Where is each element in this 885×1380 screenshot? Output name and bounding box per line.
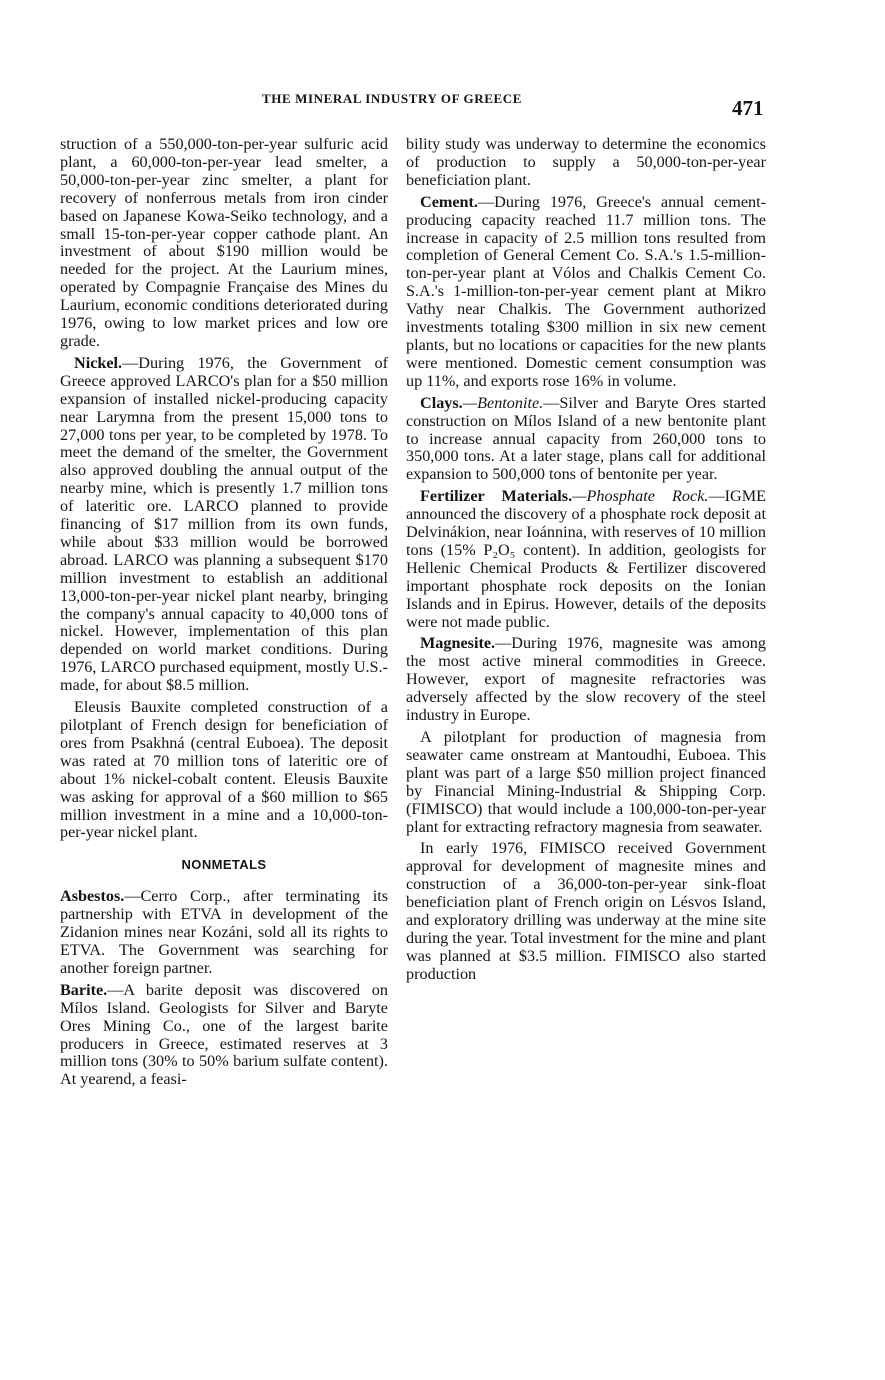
run-in-heading-clays: Clays. — [420, 393, 463, 412]
left-column — [60, 136, 388, 1093]
paragraph-cement — [406, 194, 766, 391]
paragraph-pilotplant — [406, 729, 766, 836]
paragraph-text: In early 1976, FIMISCO received Government approval for development of magnesite mines and construction of a 36,000-ton-per-year sink-float beneficiation plant of French origin on Lésvos Island, and exploratory drilling was underway at the mine site during the year. Total investment for the mine and plant was planned at $3.5 million. FIMISCO also started production — [406, 839, 766, 983]
run-in-heading-cement: Cement. — [420, 192, 478, 211]
right-column — [406, 136, 766, 988]
paragraph-magnesite — [406, 635, 766, 725]
paragraph-asbestos — [60, 888, 388, 978]
paragraph-barite — [60, 982, 388, 1089]
paragraph-text: —A barite deposit was discovered on Mílos Island. Geologists for Silver and Baryte Ores Mining Co., one of the largest barite producers in Greece, estimated reserves at 3 million tons (30% to 50% barium sulfate content). At yearend, a feasi- — [60, 980, 388, 1089]
paragraph-text: —During 1976, Greece's annual cement-producing capacity reached 11.7 million tons. The increase in capacity of 2.5 million tons resulted from completion of General Cement Co. S.A.'s 1.5-million-ton-per-year plant at Vólos and Chalkis Cement Co. S.A.'s 1-million-ton-per-year cement plant at Mikro Vathy near Chalkis. The Government authorized investments totaling $300 million in six new cement plants, but no locations or capacities for the new plants were mentioned. Domestic cement consumption was up 11%, and exports rose 16% in volume. — [406, 192, 766, 390]
run-in-subheading-phosphate: —Phosphate Rock. — [572, 487, 709, 506]
paragraph-continuation — [60, 136, 388, 351]
run-in-heading-magnesite: Magnesite. — [420, 634, 496, 653]
paragraph-nickel — [60, 355, 388, 695]
run-in-heading-asbestos: Asbestos. — [60, 887, 125, 906]
paragraph-text: —Cerro Corp., after terminating its partnership with ETVA in development of the Zidanion mines near Kozáni, sold all its rights to ETVA. The Government was searching for another foreign partner. — [60, 887, 388, 977]
page-number: 471 — [732, 96, 764, 120]
paragraph-text: —During 1976, magnesite was among the most active mineral commodities in Greece. However, export of magnesite refractories was adversely affected by the slow recovery of the steel industry in Europe. — [406, 634, 766, 725]
paragraph-text: —During 1976, the Government of Greece approved LARCO's plan for a $50 million expansion of installed nickel-producing capacity near Larymna from the present 15,000 tons to 27,000 tons per year, to be completed by 1978. To meet the demand of the smelter, the Government also approved doubling the annual output of the nearby mine, which is presently 1.7 million tons of lateritic ore. LARCO planned to provide financing of $17 million from its own funds, while about $33 million would be borrowed abroad. LARCO was planning a subsequent $170 million investment to establish an additional 13,000-ton-per-year nickel plant nearby, bringing the company's annual capacity to 40,000 tons of nickel. However, implementation of this plan depended on world market conditions. During 1976, LARCO purchased equipment, mostly U.S.-made, for about $8.5 million. — [60, 353, 388, 695]
paragraph-continuation — [406, 136, 766, 190]
paragraph-text: bility study was underway to determine the economics of production to supply a 50,000-ton-per-year beneficiation plant. — [406, 135, 766, 189]
paragraph-text: Eleusis Bauxite completed construction of a pilotplant of French design for beneficiation of ores from Psakhná (central Euboea). The deposit was rated at 70 million tons of lateritic ore of about 1% nickel-cobalt content. Eleusis Bauxite was asking for approval of a $60 million to $65 million investment in a mine and a 10,000-ton-per-year nickel plant. — [60, 698, 388, 842]
paragraph-text: struction of a 550,000-ton-per-year sulfuric acid plant, a 60,000-ton-per-year lead smelter, a 50,000-ton-per-year zinc smelter, a plant for recovery of nonferrous metals from iron cinder based on Japanese Kowa-Seiko technology, and a small 15-ton-per-year copper cathode plant. An investment of about $190 million would be needed for the project. At the Laurium mines, operated by Compagnie Française des Mines du Laurium, economic conditions deteriorated during 1976, owing to low market prices and low ore grade. — [60, 135, 388, 350]
run-in-subheading-bentonite: —Bentonite. — [462, 393, 544, 412]
paragraph-fertilizer — [406, 488, 766, 631]
paragraph-text: A pilotplant for production of magnesia from seawater came onstream at Mantoudhi, Euboea. This plant was part of a large $50 million project financed by Financial Mining-Industrial & Shipping Corp. (FIMISCO) that would include a 100,000-ton-per-year plant for extracting refractory magnesia from seawater. — [406, 728, 766, 836]
page-header — [0, 0, 885, 130]
paragraph-fimisco — [406, 840, 766, 983]
paragraph-text: —Silver and Baryte Ores started construction on Mílos Island of a new bentonite plant to increase annual capacity from 260,000 tons to 350,000 tons. At a later stage, plans call for additional expansion to 500,000 tons of bentonite per year. — [406, 393, 766, 484]
section-heading-nonmetals: NONMETALS — [181, 857, 267, 873]
paragraph-text: —IGME announced the discovery of a phosphate rock deposit at Delvinákion, near Ioánnina, with reserves of 10 million tons (15% P₂O₅ content). In addition, geologists for Hellenic Chemical Products & Fertilizer discovered important phosphate rock deposits on the Ionian Islands and in Epirus. However, details of the deposits were not made public. — [406, 487, 766, 631]
run-in-heading-fertilizer: Fertilizer Materials. — [420, 487, 573, 506]
running-title: THE MINERAL INDUSTRY OF GREECE — [262, 91, 523, 106]
paragraph-eleusis — [60, 699, 388, 842]
run-in-heading-barite: Barite. — [60, 980, 108, 999]
run-in-heading-nickel: Nickel. — [74, 353, 123, 372]
paragraph-clays — [406, 395, 766, 485]
